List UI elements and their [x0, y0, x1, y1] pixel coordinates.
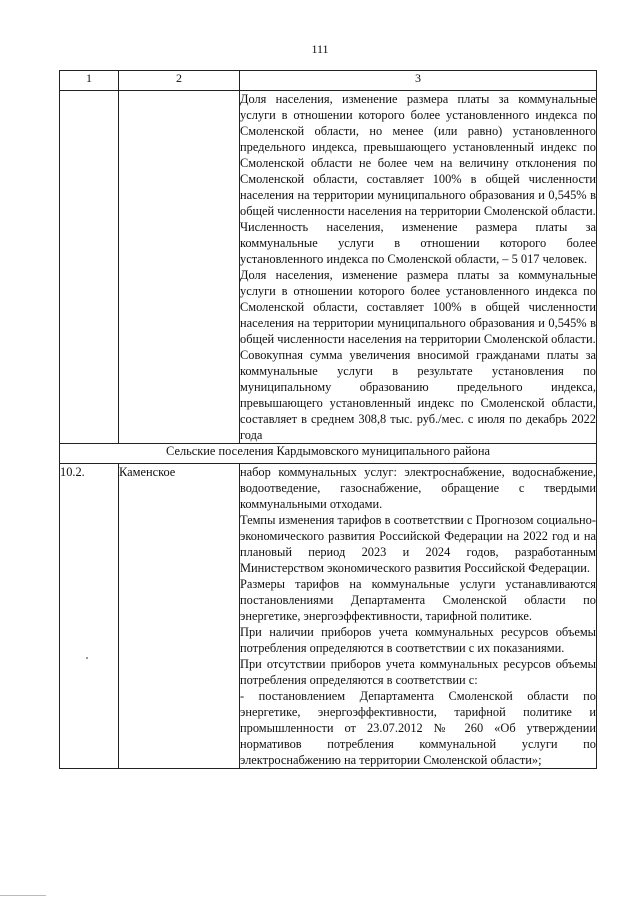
header-col-2: 2: [119, 71, 240, 91]
page-number: 111: [311, 42, 329, 56]
footer-rule: [0, 895, 46, 896]
continuation-name-cell: [119, 91, 240, 444]
table-row: [60, 464, 597, 769]
paragraph: При отсутствии приборов учета коммунальных ресурсов объемы потребления определяются в соответствии с:: [240, 657, 596, 687]
paragraph: Совокупная сумма увеличения вносимой гражданами платы за коммунальные услуги в результате установления по муниципальному образованию предельного индекса, превышающего установленный индекс по Смоленской области, составляет в среднем 308,8 тыс. руб./мес. с июля по декабрь 2022 года: [240, 348, 596, 442]
paragraph: Доля населения, изменение размера платы за коммунальные услуги в отношении которого более установленного индекса по Смоленской области, но менее (или равно) установленного предельного индекса, превышающего установленный индекс по Смоленской области не более чем на величину отклонения по Смоленской области, составляет 100% в общей численности населения на территории муниципального образования и 0,545% в общей численности населения на территории Смоленской области.: [240, 92, 596, 218]
section-row: [60, 444, 597, 464]
paragraph: При наличии приборов учета коммунальных ресурсов объемы потребления определяются в соответствии с их показаниями.: [240, 625, 596, 655]
settlement-name: Каменское: [119, 464, 240, 769]
paragraph: Численность населения, изменение размера платы за коммунальные услуги в отношении которого более установленного индекса по Смоленской области, – 5 017 человек.: [240, 220, 596, 266]
header-col-3: 3: [240, 71, 597, 91]
row-text-cell: [240, 464, 597, 769]
continuation-text-cell: [240, 91, 597, 444]
continuation-number-cell: [60, 91, 119, 444]
section-title: Сельские поселения Кардымовского муниципального района: [60, 444, 597, 464]
paragraph: Размеры тарифов на коммунальные услуги устанавливаются постановлениями Департамента Смоленской области по энергетике, энергоэффективности, тарифной политике.: [240, 577, 596, 623]
scan-speck: [86, 657, 88, 659]
header-col-1: 1: [60, 71, 119, 91]
paragraph: Доля населения, изменение размера платы за коммунальные услуги в отношении которого более установленного индекса по Смоленской области, составляет 100% в общей численности населения на территории муниципального образования и 0,545% в общей численности населения на территории Смоленской области.: [240, 268, 596, 346]
paragraph: набор коммунальных услуг: электроснабжение, водоснабжение, водоотведение, газоснабжение, обращение с твердыми коммунальными отходами.: [240, 465, 596, 511]
row-number: 10.2.: [60, 464, 119, 769]
tariff-table: [59, 70, 597, 769]
paragraph: Темпы изменения тарифов в соответствии с Прогнозом социально-экономического развития Российской Федерации на 2022 год и на плановый период 2023 и 2024 годов, разработанным Министерством экономического развития Российской Федерации.: [240, 513, 596, 575]
paragraph: - постановлением Департамента Смоленской области по энергетике, энергоэффективности, тарифной политике и промышленности от 23.07.2012 № 260 «Об утверждении нормативов потребления коммунальной услуги по электроснабжению на территории Смоленской области»;: [240, 689, 596, 767]
table-header-row: [60, 71, 597, 91]
continuation-row: [60, 91, 597, 444]
